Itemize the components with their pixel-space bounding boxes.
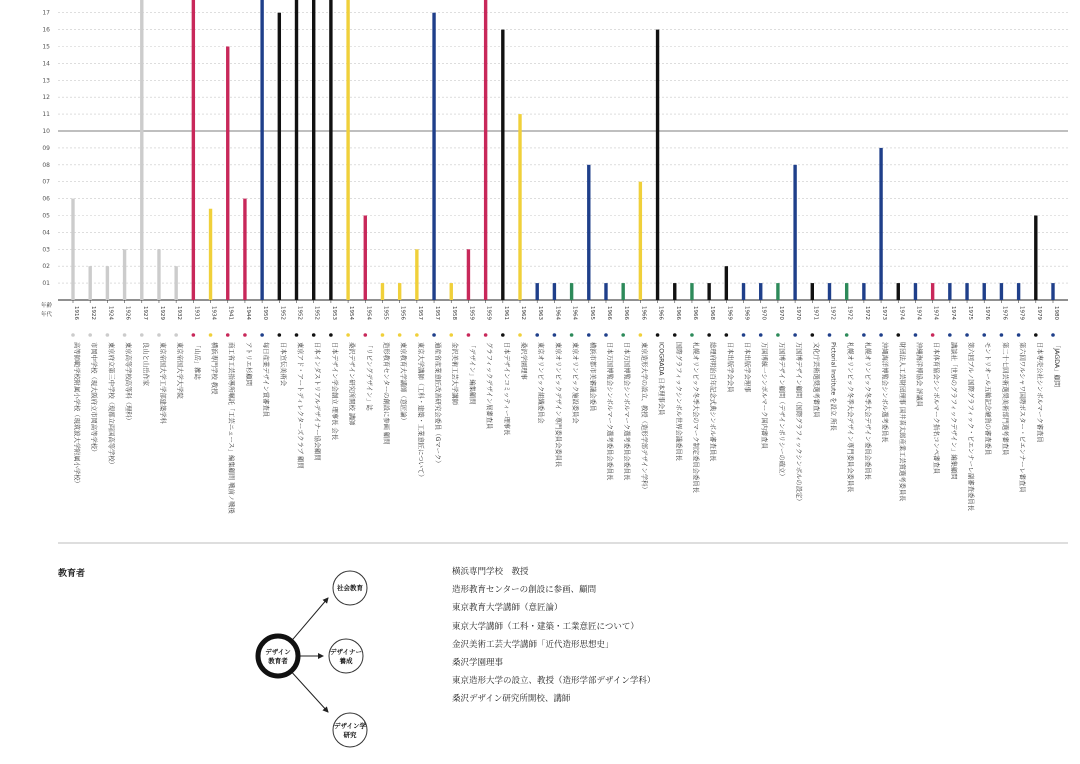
- y-tick-label: 15: [42, 43, 50, 51]
- bar: [879, 148, 882, 300]
- x-tick-label: 1952: [279, 306, 286, 320]
- bar: [536, 283, 539, 300]
- event-label: モントリオール五輪記念硬貨の審査委員: [984, 342, 992, 456]
- event-label: 「JAGDA」顧問: [1053, 342, 1060, 388]
- bar: [793, 165, 796, 300]
- bar: [828, 283, 831, 300]
- event-label: 日本出版学会会員: [726, 342, 734, 393]
- event-label: 日本インダストリアルデザイナー協会顧問: [313, 342, 321, 461]
- event-marker: [931, 333, 935, 337]
- bar: [897, 283, 900, 300]
- x-tick-label: 1962: [520, 306, 527, 320]
- role-item: 造形教育センターの創設に参画、顧問: [452, 585, 597, 596]
- event-marker: [346, 333, 350, 337]
- event-marker: [398, 333, 402, 337]
- event-label: 造形教育センターの創設に参画 顧問: [382, 342, 390, 445]
- bar: [123, 249, 126, 300]
- x-tick-label: 1968: [709, 306, 716, 320]
- bar: [1051, 283, 1054, 300]
- event-label: 東京府立第三中学校（現都立両国高等学校）: [107, 342, 115, 468]
- event-label: 東京大学講師（工科・建築・工業意匠について）: [416, 342, 424, 481]
- x-tick-label: 1950: [262, 306, 269, 320]
- role-item: 桑沢学園理事: [452, 658, 504, 669]
- event-label: 日本デザインコミッティー理事長: [502, 342, 510, 436]
- x-tick-label: 1975: [967, 306, 974, 320]
- bar: [1034, 216, 1037, 301]
- y-tick-label: 17: [42, 9, 50, 17]
- x-tick-label: 1964: [554, 306, 561, 320]
- center-node: [258, 636, 298, 676]
- bar: [450, 283, 453, 300]
- y-tick-label: 02: [42, 263, 50, 271]
- bar: [983, 283, 986, 300]
- x-tick-label: 1954: [365, 306, 372, 320]
- event-marker: [278, 333, 282, 337]
- bar: [690, 283, 693, 300]
- event-marker: [570, 333, 574, 337]
- bar: [656, 30, 659, 300]
- event-marker: [106, 333, 110, 337]
- bar: [415, 249, 418, 300]
- bar: [467, 249, 470, 300]
- event-marker: [965, 333, 969, 337]
- bar: [346, 0, 349, 300]
- bar: [140, 0, 143, 300]
- bar: [226, 47, 229, 301]
- bar: [759, 283, 762, 300]
- event-marker: [381, 333, 385, 337]
- x-tick-label: 1941: [227, 306, 234, 320]
- x-tick-label: 1976: [1001, 306, 1008, 320]
- event-label: 毎日産業デザイン賞審査員: [262, 342, 270, 418]
- bar: [725, 266, 728, 300]
- x-tick-label: 1972: [863, 306, 870, 320]
- event-marker: [295, 333, 299, 337]
- event-marker: [828, 333, 832, 337]
- event-label: 東京帝国大学工学部建築学科: [158, 342, 166, 424]
- y-tick-label: 08: [42, 161, 50, 169]
- event-marker: [157, 333, 161, 337]
- event-label: 東京アド・アートディレクターズクラブ 顧問: [296, 342, 304, 469]
- event-marker: [845, 333, 849, 337]
- event-label: 「デザイン」編集顧問: [468, 342, 476, 405]
- y-tick-label: 14: [42, 60, 50, 68]
- x-tick-label: 1973: [881, 306, 888, 320]
- event-marker: [415, 333, 419, 337]
- x-tick-label: 1979: [1035, 306, 1042, 320]
- event-label: 日本デザイン学会創立 理事長 会長: [330, 342, 338, 441]
- event-label: 横浜専門学校 教授: [210, 342, 218, 395]
- event-marker: [432, 333, 436, 337]
- event-marker: [673, 333, 677, 337]
- x-tick-label: 1959: [468, 306, 475, 320]
- event-label: アトリエ杉顧問: [244, 342, 252, 386]
- role-item: 東京造形大学の設立、教授（造形学部デザイン学科）: [452, 676, 656, 687]
- event-marker: [639, 333, 643, 337]
- x-tick-label: 1954: [348, 306, 355, 320]
- event-marker: [759, 333, 763, 337]
- event-label: 横浜市都市美審議会委員: [588, 342, 596, 412]
- bar: [845, 283, 848, 300]
- x-tick-label: 1927: [141, 306, 148, 320]
- event-marker: [604, 333, 608, 337]
- event-label: 札幌オリンピック冬季大会デザイン委員会委員長: [863, 342, 871, 480]
- event-label: 商工省工芸指導所嘱託「工芸ニュース」編集顧問 戦前ノ戦後: [227, 342, 235, 514]
- x-tick-label: 1934: [210, 306, 217, 320]
- x-tick-label: 1926: [124, 306, 131, 320]
- x-tick-label: 1966: [674, 306, 681, 320]
- event-marker: [725, 333, 729, 337]
- event-label: 日本体育協会シンボルマーク指名コンペ審査員: [932, 342, 940, 475]
- event-label: グラフィックデザイン展審査員: [485, 342, 493, 430]
- arrow-to-research: [288, 668, 328, 712]
- node-social-label: 社会教育: [337, 584, 363, 592]
- event-marker: [449, 333, 453, 337]
- node-designer: [329, 639, 363, 673]
- event-label: 第二十七回芸術選奨美術部門選考審査員: [1001, 342, 1009, 456]
- event-marker: [329, 333, 333, 337]
- event-marker: [621, 333, 625, 337]
- node-research: [333, 713, 367, 747]
- role-item: 東京大学講師（工科・建築・工業意匠について）: [452, 621, 639, 632]
- event-marker: [484, 333, 488, 337]
- y-tick-label: 06: [42, 195, 50, 203]
- event-marker: [553, 333, 557, 337]
- event-label: 桑沢学園理事: [520, 342, 528, 380]
- x-tick-label: 1944: [244, 306, 251, 320]
- bar: [484, 0, 487, 300]
- event-marker: [363, 333, 367, 337]
- bar: [776, 283, 779, 300]
- event-marker: [467, 333, 471, 337]
- bar: [673, 283, 676, 300]
- x-tick-label: 1922: [90, 306, 97, 320]
- y-tick-label: 13: [42, 77, 50, 85]
- x-tick-label: 1929: [158, 306, 165, 320]
- event-label: 東京オリンピックデザイン専門委員会委員長: [554, 342, 562, 468]
- x-tick-label: 1979: [1018, 306, 1025, 320]
- node-research-line2: 研究: [343, 731, 357, 739]
- event-marker: [742, 333, 746, 337]
- event-marker: [793, 333, 797, 337]
- event-label: 文化庁芸術選奨選考審査員: [812, 342, 820, 418]
- y-tick-label: 12: [42, 94, 50, 102]
- bar: [965, 283, 968, 300]
- bar: [106, 266, 109, 300]
- event-marker: [192, 333, 196, 337]
- event-marker: [535, 333, 539, 337]
- event-label: 国際グラフィックシンボル世界会議委員長: [674, 342, 682, 461]
- event-marker: [862, 333, 866, 337]
- event-label: 沖縄海洋博覧会シンボル選考委員長: [881, 342, 889, 443]
- event-marker: [1051, 333, 1055, 337]
- node-designer-line1: デザイナー: [329, 648, 363, 656]
- x-tick-label: 1961: [502, 306, 509, 321]
- x-tick-label: 1953: [330, 306, 337, 320]
- event-label: 東京帝国大学大学院: [176, 342, 184, 399]
- event-label: 万国博デザイン顧問（国際グラフィックシンボルの設定）: [795, 342, 803, 505]
- event-label: 東京オリンピック組織委員会: [537, 342, 545, 424]
- x-tick-label: 1956: [399, 306, 406, 320]
- y-tick-label: 07: [42, 178, 50, 186]
- event-label: 札幌オリンピック冬季大会デザイン専門委員会委員長: [846, 342, 854, 493]
- y-tick-label: 05: [42, 212, 50, 220]
- node-research-line1: デザイン学: [333, 722, 367, 730]
- x-tick-label: 1916: [73, 306, 79, 320]
- bar: [570, 283, 573, 300]
- event-marker: [1000, 333, 1004, 337]
- role-item: 横浜専門学校 教授: [452, 567, 529, 577]
- event-marker: [88, 333, 92, 337]
- y-tick-label: 10: [42, 128, 50, 135]
- event-label: 日本宣伝美術会: [279, 342, 287, 387]
- event-marker: [656, 333, 660, 337]
- bar: [639, 182, 642, 300]
- bar: [587, 165, 590, 300]
- bar: [174, 266, 177, 300]
- bar: [432, 13, 435, 300]
- bar: [1017, 283, 1020, 300]
- event-label: 日本出版学会理事: [743, 342, 751, 393]
- x-tick-label: 1974: [915, 306, 922, 320]
- bar: [157, 249, 160, 300]
- event-marker: [243, 333, 247, 337]
- event-label: 万国博デザイン顧問（デザインポリシーの確立）: [777, 342, 785, 480]
- bar: [278, 13, 281, 300]
- event-marker: [226, 333, 230, 337]
- bar: [518, 114, 521, 300]
- event-marker: [140, 333, 144, 337]
- event-label: 日本万国博覧会シンボルマーク選考委員会委員長: [605, 342, 613, 481]
- event-label: Pictorial Institute を設立 所長: [829, 342, 837, 431]
- x-tick-label: 1958: [451, 306, 458, 320]
- x-tick-label: 1932: [176, 306, 183, 320]
- bar: [742, 283, 745, 300]
- center-node-line2: 教育者: [268, 657, 288, 665]
- bar: [398, 283, 401, 300]
- event-marker: [982, 333, 986, 337]
- event-marker: [312, 333, 316, 337]
- bar: [707, 283, 710, 300]
- event-label: 第六回ブルノ国際グラフィック・ビエンナーレ副審査委員長: [967, 342, 975, 511]
- x-tick-label: 1965: [588, 306, 595, 320]
- event-marker: [1017, 333, 1021, 337]
- bar: [931, 283, 934, 300]
- event-label: 「山岳」雑誌: [193, 342, 201, 380]
- x-tick-label: 1966: [640, 306, 647, 320]
- event-label: 財団法人工芸財団理事 国井喜太郎産業工芸賞選考委員長: [898, 342, 906, 502]
- x-tick-label: 1931: [193, 306, 200, 320]
- event-marker: [914, 333, 918, 337]
- bar: [209, 209, 212, 300]
- legend-title: 教育者: [58, 569, 86, 579]
- event-label: 東京高等学校高等科（理科）: [124, 342, 132, 424]
- event-label: 市岡中学校（現大阪府立市岡高等学校）: [90, 342, 98, 456]
- x-tick-label: 1970: [777, 306, 784, 320]
- event-label: ICOGRADA 日本理事会員: [657, 342, 665, 416]
- x-tick-label: 1972: [829, 306, 836, 320]
- x-axis-label: 年代: [40, 312, 52, 318]
- event-label: 高等師範学校附属小学校（現筑波大学附属小学校）: [73, 342, 80, 487]
- event-marker: [776, 333, 780, 337]
- y-tick-label: 11: [42, 111, 50, 119]
- event-marker: [174, 333, 178, 337]
- x-tick-label: 1957: [434, 306, 441, 320]
- bar: [88, 266, 91, 300]
- x-tick-label: 1976: [984, 306, 991, 320]
- x-tick-label: 1969: [743, 306, 750, 320]
- x-tick-label: 1966: [657, 306, 664, 320]
- bar: [553, 283, 556, 300]
- y-tick-label: 04: [42, 229, 50, 237]
- x-tick-label: 1966: [691, 306, 698, 320]
- event-marker: [690, 333, 694, 337]
- event-marker: [587, 333, 591, 337]
- event-marker: [501, 333, 505, 337]
- y-tick-label: 16: [42, 26, 50, 34]
- x-tick-label: 1970: [760, 306, 767, 320]
- bar: [948, 283, 951, 300]
- x-tick-label: 1924: [107, 306, 114, 320]
- bar: [604, 283, 607, 300]
- bar: [295, 0, 298, 300]
- node-designer-line2: 養成: [339, 657, 353, 665]
- event-label: 札幌オリンピック冬季大会のマーク制定委員会委員長: [691, 342, 699, 493]
- event-marker: [260, 333, 264, 337]
- bar: [1000, 283, 1003, 300]
- event-label: 「リビングデザイン」誌: [365, 342, 373, 411]
- event-label: 第六回ワルシャワ国際ポスター・ビエンナーレ審査員: [1018, 342, 1026, 493]
- event-label: 講談社「世界のグラフィックデザイン」編集顧問: [949, 342, 957, 480]
- bar: [381, 283, 384, 300]
- x-tick-label: 1952: [296, 306, 303, 320]
- event-label: 日本万国博覧会シンボルマーク選考委員会委員長: [623, 342, 631, 481]
- event-marker: [518, 333, 522, 337]
- x-tick-label: 1980: [1053, 306, 1059, 320]
- x-tick-label: 1971: [812, 306, 819, 320]
- bar: [243, 199, 246, 300]
- x-tick-label: 1959: [485, 306, 492, 320]
- y-tick-label: 09: [42, 144, 50, 152]
- bar: [71, 199, 74, 300]
- x-tick-label: 1966: [623, 306, 630, 320]
- center-node-line1: デザイン: [265, 648, 291, 656]
- bar: [192, 0, 195, 300]
- bar: [862, 283, 865, 300]
- event-label: 金沢美術工芸大学講師: [451, 342, 459, 405]
- event-label: 東京教育大学講師（意匠論）: [399, 342, 407, 424]
- educator-roles-list: [452, 563, 655, 709]
- educator-diagram: [240, 570, 390, 760]
- bar: [811, 283, 814, 300]
- event-label: 万国博統一シンボルマーク国内審査員: [760, 342, 768, 449]
- bar: [260, 0, 263, 300]
- role-item: 東京教育大学講師（意匠論）: [452, 603, 563, 614]
- x-tick-label: 1966: [605, 306, 612, 320]
- x-tick-label: 1974: [949, 306, 956, 320]
- event-label: 東京造形大学の設立、教授（造形学部デザイン学科）: [640, 342, 648, 493]
- x-tick-label: 1974: [898, 306, 905, 320]
- x-tick-label: 1972: [846, 306, 853, 320]
- event-marker: [1034, 333, 1038, 337]
- event-label: 沖縄海洋博協会 評議員: [915, 342, 923, 407]
- event-marker: [879, 333, 883, 337]
- x-tick-label: 1964: [571, 306, 578, 320]
- bar: [312, 0, 315, 300]
- x-tick-label: 1969: [726, 306, 733, 320]
- event-label: 日本専売公社シンボルマーク審査員: [1035, 342, 1043, 443]
- event-marker: [810, 333, 814, 337]
- event-label: 東京オリンピック施設委員会: [571, 342, 579, 424]
- arrow-to-social: [288, 598, 328, 645]
- role-item: 桑沢デザイン研究所開校、講師: [452, 694, 571, 705]
- role-item: 金沢美術工芸大学講師「近代造形思想史」: [452, 639, 614, 650]
- y-tick-label: 03: [42, 246, 50, 254]
- x-tick-label: 1952: [313, 306, 320, 320]
- x-tick-label: 1955: [382, 306, 389, 320]
- event-marker: [896, 333, 900, 337]
- event-marker: [707, 333, 711, 337]
- bar: [364, 216, 367, 301]
- x-tick-label: 1963: [537, 306, 544, 320]
- x-tick-label: 1957: [416, 306, 423, 320]
- event-marker: [948, 333, 952, 337]
- event-marker: [123, 333, 127, 337]
- event-marker: [71, 333, 75, 337]
- x-tick-label: 1970: [795, 306, 802, 320]
- x-tick-label: 1974: [932, 306, 939, 320]
- event-label: 通産省産業意匠改善研究会委員（Gマーク）: [434, 342, 442, 467]
- bar: [914, 283, 917, 300]
- bar: [501, 30, 504, 300]
- y-axis-label: 年齢: [40, 303, 52, 309]
- event-marker: [209, 333, 213, 337]
- bar: [621, 283, 624, 300]
- y-tick-label: 01: [42, 280, 50, 288]
- event-label: 総理府明治百年記念式典シンボル審査員長: [709, 342, 717, 462]
- event-label: 良山と山岳作家: [141, 342, 149, 387]
- bar: [329, 0, 332, 300]
- event-label: 桑沢デザイン研究所開校 講師: [348, 342, 356, 426]
